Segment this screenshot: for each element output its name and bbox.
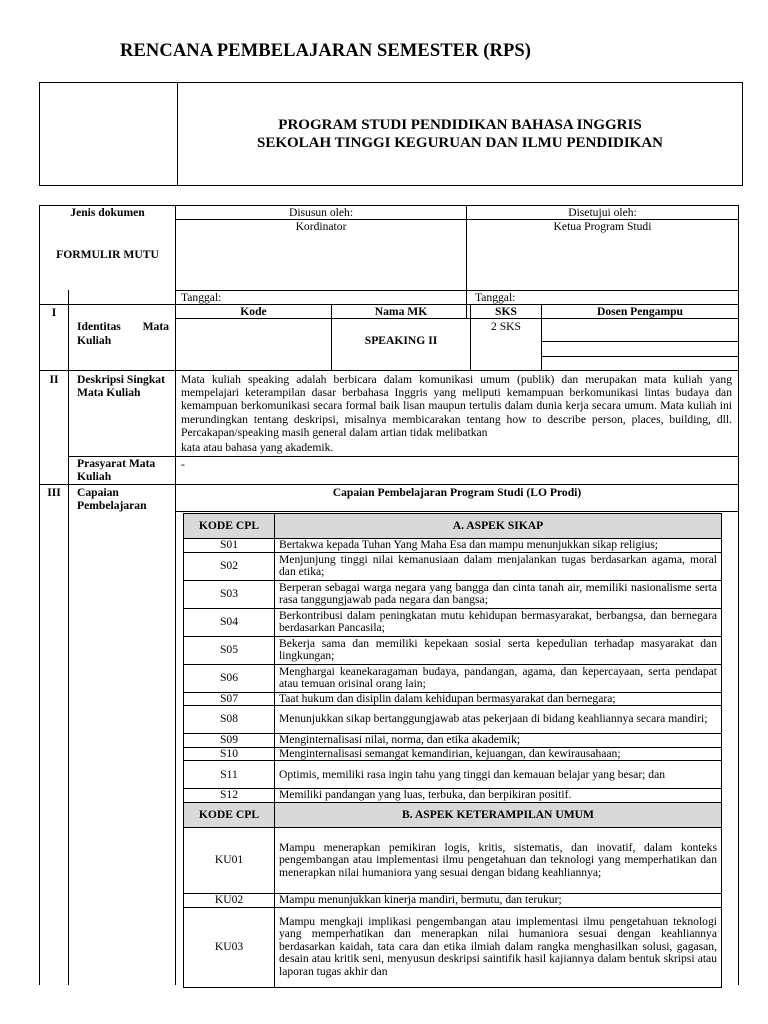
sikap-code: S08 <box>184 706 275 734</box>
table-row <box>184 664 722 692</box>
umum-text: Mampu menunjukkan kinerja mandiri, bermutu, dan terukur; <box>275 893 722 907</box>
disusun-value: Kordinator <box>295 220 347 233</box>
institution-name: SEKOLAH TINGGI KEGURUAN DAN ILMU PENDIDIKAN <box>256 135 664 151</box>
sikap-code: S05 <box>184 636 275 664</box>
table-row <box>184 706 722 734</box>
disetujui-value: Ketua Program Studi <box>553 220 652 233</box>
table-row <box>184 789 722 803</box>
table-row <box>184 734 722 748</box>
sikap-head-title: A. ASPEK SIKAP <box>275 514 722 539</box>
section-ii-number: II <box>49 373 59 386</box>
table-row <box>184 907 722 987</box>
sikap-text: Memiliki pandangan yang luas, terbuka, dan berpikiran positif. <box>275 789 722 803</box>
umum-head-title: B. ASPEK KETERAMPILAN UMUM <box>275 802 722 827</box>
sikap-text: Bertakwa kepada Tuhan Yang Maha Esa dan mampu menunjukkan sikap religius; <box>275 539 722 553</box>
sikap-text: Bekerja sama dan memiliki kepekaan sosial serta kepedulian terhadap masyarakat dan lingkungan; <box>275 636 722 664</box>
sikap-code: S11 <box>184 761 275 789</box>
sikap-text: Berperan sebagai warga negara yang bangga dan cinta tanah air, memiliki nasionalisme serta rasa tanggungjawab pada negara dan bangsa; <box>275 580 722 608</box>
identitas-label-2: Kuliah <box>77 334 112 347</box>
table-row <box>184 893 722 907</box>
umum-code: KU01 <box>184 827 275 893</box>
prasyarat-value: - <box>181 458 185 471</box>
section-i-number: I <box>51 306 57 319</box>
table-row <box>184 580 722 608</box>
sikap-text: Optimis, memiliki rasa ingin tahu yang tinggi dan kemauan belajar yang besar; dan <box>275 761 722 789</box>
sikap-text: Menghargai keanekaragaman budaya, pandangan, agama, dan kepercayaan, serta pendapat atau temuan orisinal orang lain; <box>275 664 722 692</box>
sikap-code: S09 <box>184 734 275 748</box>
cpl-sikap-table <box>183 513 722 988</box>
sikap-text: Menginternalisasi nilai, norma, dan etika akademik; <box>275 734 722 748</box>
sikap-text: Menjunjung tinggi nilai kemanusiaan dalam menjalankan tugas berdasarkan agama, moral dan etika; <box>275 552 722 580</box>
sikap-code: S04 <box>184 608 275 636</box>
formulir-mutu-label: FORMULIR MUTU <box>56 248 159 261</box>
umum-head-code: KODE CPL <box>184 802 275 827</box>
sikap-text: Berkontribusi dalam peningkatan mutu kehidupan bermasyarakat, berbangsa, dan bernegara berdasarkan Pancasila; <box>275 608 722 636</box>
sks-value: 2 SKS <box>491 320 521 333</box>
sikap-code: S12 <box>184 789 275 803</box>
table-row <box>184 608 722 636</box>
table-row <box>184 552 722 580</box>
sikap-head-code: KODE CPL <box>184 514 275 539</box>
nama-mk-value: SPEAKING II <box>364 334 438 347</box>
col-sks: SKS <box>495 305 517 318</box>
identitas-label: Identitas Mata <box>77 320 169 333</box>
umum-code: KU03 <box>184 907 275 987</box>
table-row <box>184 539 722 553</box>
umum-text: Mampu mengkaji implikasi pengembangan atau implementasi ilmu pengetahuan teknologi yang memperhatikan dan menerapkan nilai humaniora sesuai dengan keahliannya berdasarkan kaidah, tata cara dan etika ilmiah dalam rangka menghasilkan solusi, gagasan, desain atau kritik seni, menyusun deskripsi saintifik hasil kajiannya dalam bentuk skripsi atau laporan tugas akhir dan <box>275 907 722 987</box>
sikap-text: Menunjukkan sikap bertanggungjawab atas pekerjaan di bidang keahliannya secara mandiri; <box>275 706 722 734</box>
disusun-label: Disusun oleh: <box>288 206 354 219</box>
tanggal-disusun: Tanggal: <box>181 291 222 304</box>
deskripsi-label: Deskripsi Singkat Mata Kuliah <box>77 373 165 400</box>
deskripsi-text-last: kata atau bahasa yang akademik. <box>181 441 334 454</box>
table-row <box>184 692 722 706</box>
capaian-label: Capaian Pembelajaran <box>77 486 147 513</box>
umum-text: Mampu menerapkan pemikiran logis, kritis, sistematis, dan inovatif, dalam konteks pengembangan atau implementasi ilmu pengetahuan dan teknologi yang memperhatikan dan menerapkan nilai humaniora yang sesuai dengan bidang keahliannya; <box>275 827 722 893</box>
sikap-text: Taat hukum dan disiplin dalam kehidupan bermasyarakat dan bernegara; <box>275 692 722 706</box>
sikap-text: Menginternalisasi semangat kemandirian, kejuangan, dan kewirausahaan; <box>275 747 722 761</box>
sikap-code: S03 <box>184 580 275 608</box>
header-box <box>39 82 743 186</box>
disetujui-label: Disetujui oleh: <box>568 206 637 219</box>
sikap-code: S10 <box>184 747 275 761</box>
sikap-code: S02 <box>184 552 275 580</box>
umum-header-row <box>184 802 722 827</box>
table-row <box>184 827 722 893</box>
sikap-header-row <box>184 514 722 539</box>
col-dosen: Dosen Pengampu <box>597 305 683 318</box>
program-name: PROGRAM STUDI PENDIDIKAN BAHASA INGGRIS <box>278 117 642 133</box>
deskripsi-text: Mata kuliah speaking adalah berbicara dalam komunikasi umum (publik) dan merupakan mata kuliah yang mempelajari keterampilan dasar berbahasa Inggris yang meliputi kemampuan berkomunikasi lintas budaya dan kemampuan berkomunikasi secara formal baik lisan maupun tertulis dalam dunia kerja secara umum. Mata kuliah ini merundingkan tentang deskripsi, misalnya membicarakan tentang how to describe person, places, building, dll. Percakapan/speaking masih general dalam artian tidak melibatkan <box>181 373 732 439</box>
jenis-dokumen-label: Jenis dokumen <box>70 206 145 219</box>
header-logo-cell <box>177 83 178 185</box>
cpl-title: Capaian Pembelajaran Program Studi (LO Prodi) <box>332 486 582 499</box>
sikap-code: S01 <box>184 539 275 553</box>
umum-code: KU02 <box>184 893 275 907</box>
table-row <box>184 747 722 761</box>
col-nama-mk: Nama MK <box>374 305 428 318</box>
sikap-code: S06 <box>184 664 275 692</box>
table-row <box>184 636 722 664</box>
tanggal-disetujui: Tanggal: <box>475 291 516 304</box>
document-title: RENCANA PEMBELAJARAN SEMESTER (RPS) <box>120 41 532 61</box>
prasyarat-label: Prasyarat Mata Kuliah <box>77 457 156 484</box>
section-iii-number: III <box>47 486 61 499</box>
table-row <box>184 761 722 789</box>
sikap-code: S07 <box>184 692 275 706</box>
col-kode: Kode <box>240 305 267 318</box>
